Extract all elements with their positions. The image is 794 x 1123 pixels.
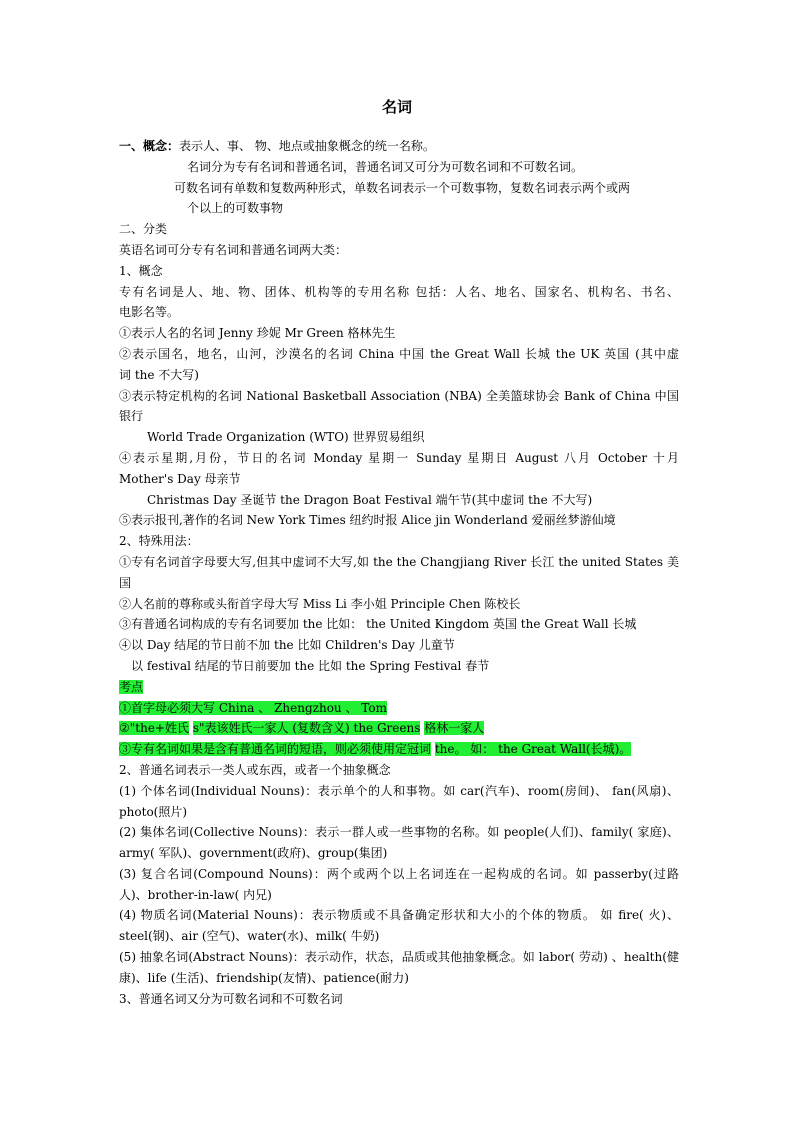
text-span: 专有名词是人、地、物、团体、机构等的专用名称 包括：人名、地名、国家名、机构名、书名、 — [119, 284, 679, 299]
text-line — [119, 531, 679, 552]
text-span: ①表示人名的名词 Jenny 珍妮 Mr Green 格林先生 — [119, 326, 396, 341]
text-line — [119, 822, 679, 843]
text-span: 个以上的可数事物 — [187, 201, 284, 216]
text-span: Christmas Day 圣诞节 the Dragon Boat Festival 端午节(其中虚词 the 不大写) — [147, 492, 593, 507]
highlighted-text: ①首字母必须大写 China 、 Zhengzhou 、 Tom — [119, 700, 387, 715]
text-line — [119, 968, 679, 989]
text-line — [119, 864, 679, 885]
text-span: 3、普通名词又分为可数名词和不可数名词 — [119, 991, 343, 1006]
text-line — [119, 510, 679, 531]
text-line — [119, 718, 679, 739]
text-line — [119, 282, 679, 303]
text-line — [119, 219, 679, 240]
text-line — [119, 365, 679, 386]
text-line — [119, 885, 679, 906]
text-line — [119, 448, 679, 469]
text-line — [119, 739, 679, 760]
text-line — [119, 198, 679, 219]
text-line — [119, 843, 679, 864]
text-span: 国 — [119, 575, 132, 590]
text-span: photo(照片) — [119, 804, 188, 819]
text-span: 名词分为专有名词和普通名词，普通名词又可分为可数名词和不可数名词。 — [187, 159, 584, 174]
text-line — [119, 427, 679, 448]
text-line — [119, 490, 679, 511]
text-span: ②人名前的尊称或头衔首字母大写 Miss Li 李小姐 Principle Chen 陈校长 — [119, 596, 521, 611]
text-span: ④以 Day 结尾的节日前不加 the 比如 Children's Day 儿童节 — [119, 638, 455, 653]
text-line — [119, 802, 679, 823]
text-span: 2、特殊用法： — [119, 534, 199, 549]
text-line — [119, 947, 679, 968]
text-line — [119, 323, 679, 344]
text-line — [119, 781, 679, 802]
text-line — [119, 594, 679, 615]
highlighted-text: 考点 — [119, 679, 144, 694]
text-line — [119, 386, 679, 407]
text-line — [119, 261, 679, 282]
text-line — [119, 302, 679, 323]
text-span: 表示人、事、 物、地点或抽象概念的统一名称。 — [179, 139, 435, 153]
text-span: ④表示星期,月份，节日的名词 Monday 星期一 Sunday 星期日 August 八月 October 十月 — [119, 450, 679, 465]
document-body — [119, 136, 679, 1009]
highlighted-text: s"表该姓氏一家人 (复数含义) the Greens — [192, 721, 421, 736]
text-span: (4) 物质名词(Material Nouns)：表示物质或不具备确定形状和大小的个体的物质。 如 fire( 火)、 — [119, 908, 679, 923]
text-span: 康)、life (生活)、friendship(友情)、patience(耐力) — [119, 970, 409, 985]
text-line — [119, 240, 679, 261]
text-span: 以 festival 结尾的节日前要加 the 比如 the Spring Festival 春节 — [131, 658, 490, 673]
text-span: ③有普通名词构成的专有名词要加 the 比如： the United Kingdom 英国 the Great Wall 长城 — [119, 617, 637, 632]
text-span: 2、普通名词表示一类人或东西，或者一个抽象概念 — [119, 762, 391, 777]
text-span: 英语名词可分专有名词和普通名词两大类： — [119, 242, 348, 257]
text-span: World Trade Organization (WTO) 世界贸易组织 — [147, 430, 425, 445]
text-span: steel(钢)、air (空气)、water(水)、milk( 牛奶) — [119, 929, 380, 944]
text-line — [119, 344, 679, 365]
text-span: 1、概念 — [119, 263, 163, 278]
text-line — [119, 635, 679, 656]
text-line — [119, 989, 679, 1010]
text-line — [119, 698, 679, 719]
text-line — [119, 178, 679, 199]
text-span: army( 军队)、government(政府)、group(集团) — [119, 846, 388, 861]
text-line — [119, 905, 679, 926]
text-line — [119, 656, 679, 677]
text-span: 人)、brother-in-law( 内兄) — [119, 887, 272, 902]
text-span: 银行 — [119, 409, 144, 424]
text-line — [119, 552, 679, 573]
text-span: (5) 抽象名词(Abstract Nouns)：表示动作，状态，品质或其他抽象概念。如 labor( 劳动) 、health(健 — [119, 950, 679, 965]
text-line — [119, 469, 679, 490]
text-line — [119, 157, 679, 178]
text-line — [119, 677, 679, 698]
text-line — [119, 136, 679, 157]
page-title: 名词 — [381, 98, 412, 116]
text-line — [119, 406, 679, 427]
text-span: 词 the 不大写) — [119, 367, 199, 382]
text-span: 二、分类 — [119, 222, 168, 237]
text-span: 可数名词有单数和复数两种形式，单数名词表示一个可数事物，复数名词表示两个或两 — [174, 180, 631, 195]
text-line — [119, 614, 679, 635]
text-span: ⑤表示报刊,著作的名词 New York Times 纽约时报 Alice jin Wonderland 爱丽丝梦游仙境 — [119, 513, 616, 528]
highlighted-text: ③专有名词如果是含有普通名词的短语，则必须使用定冠词 — [119, 742, 432, 757]
text-span: (3) 复合名词(Compound Nouns)：两个或两个以上名词连在一起构成的名词。如 passerby(过路 — [119, 866, 679, 881]
text-span: ③表示特定机构的名词 National Basketball Association (NBA) 全美篮球协会 Bank of China 中国 — [119, 388, 679, 403]
text-span: 一、概念： — [119, 139, 180, 153]
text-span: Mother's Day 母亲节 — [119, 471, 241, 486]
text-span: (2) 集体名词(Collective Nouns)：表示一群人或一些事物的名称。如 people(人们)、family( 家庭)、 — [119, 825, 679, 840]
text-span: 电影名等。 — [119, 305, 180, 320]
text-line — [119, 760, 679, 781]
text-span: ①专有名词首字母要大写,但其中虚词不大写,如 the the Changjiang River 长江 the united States 美 — [119, 554, 679, 569]
text-span: (1) 个体名词(Individual Nouns)：表示单个的人和事物。如 car(汽车)、room(房间)、 fan(风扇)、 — [119, 783, 679, 798]
highlighted-text: the。 如： the Great Wall(长城)。 — [434, 742, 632, 757]
text-line — [119, 926, 679, 947]
text-line — [119, 573, 679, 594]
highlighted-text: 格林一家人 — [424, 721, 485, 736]
highlighted-text: ②"the+姓氏 — [119, 721, 189, 736]
text-span: ②表示国名，地名，山河，沙漠名的名词 China 中国 the Great Wall 长城 the UK 英国 (其中虚 — [119, 346, 679, 361]
